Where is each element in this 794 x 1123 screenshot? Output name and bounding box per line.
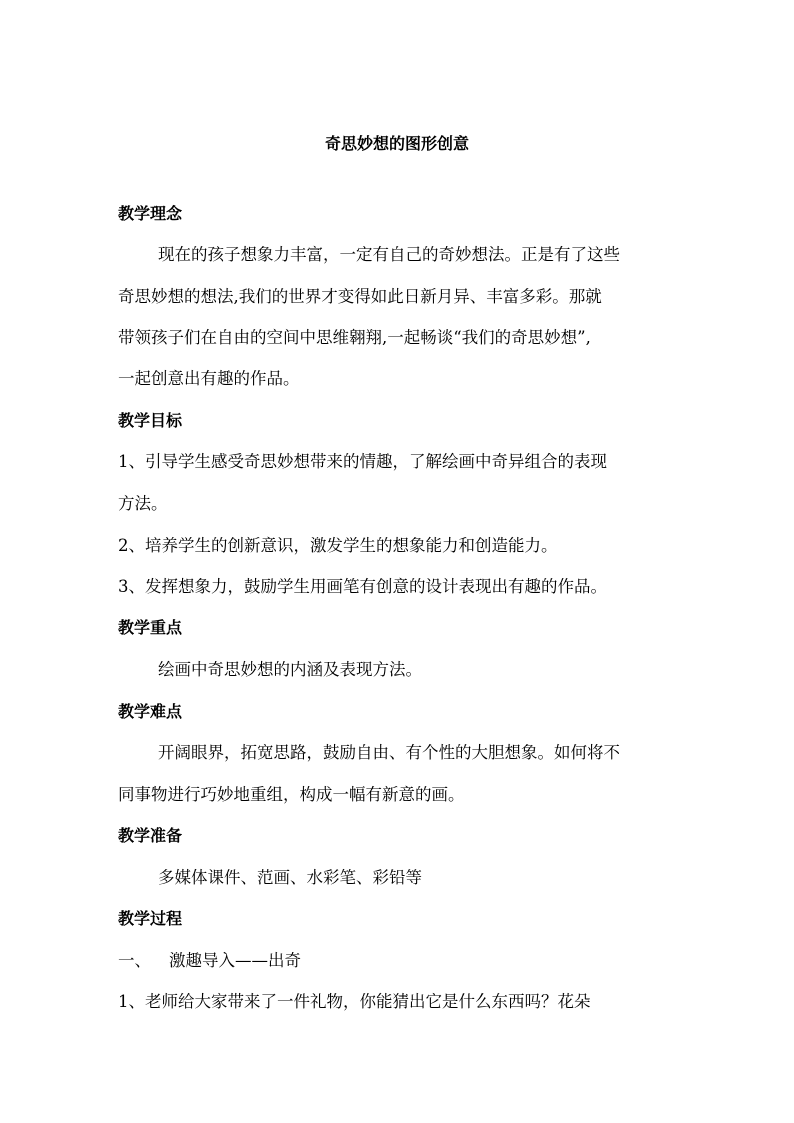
section-heading-difficulties: 教学难点 [118, 702, 183, 721]
process-step-number: 一、 [118, 951, 151, 970]
section-heading-goals: 教学目标 [118, 411, 183, 430]
paragraph-line: 绘画中奇思妙想的内涵及表现方法。 [158, 660, 422, 679]
section-heading-key-points: 教学重点 [118, 618, 183, 637]
process-step-heading [118, 949, 301, 973]
paragraph-line: 一起创意出有趣的作品。 [118, 369, 300, 388]
paragraph-line: 现在的孩子想象力丰富，一定有自己的奇妙想法。正是有了这些 [158, 245, 620, 264]
list-item: 2、培养学生的创新意识，激发学生的想象能力和创造能力。 [118, 536, 558, 555]
list-item: 1、老师给大家带来了一件礼物，你能猜出它是什么东西吗？花朵 [118, 992, 591, 1011]
list-item-continuation: 方法。 [118, 494, 168, 513]
paragraph-line: 同事物进行巧妙地重组，构成一幅有新意的画。 [118, 785, 465, 804]
section-heading-philosophy: 教学理念 [118, 204, 183, 223]
paragraph-line: 多媒体课件、范画、水彩笔、彩铅等 [158, 868, 422, 887]
list-item: 3、发挥想象力，鼓励学生用画笔有创意的设计表现出有趣的作品。 [118, 577, 607, 596]
process-step-title: 激趣导入——出奇 [169, 951, 301, 970]
section-heading-process: 教学过程 [118, 909, 183, 928]
paragraph-line: 带领孩子们在自由的空间中思维翱翔,一起畅谈“我们的奇思妙想”, [118, 328, 591, 347]
paragraph-line: 奇思妙想的想法,我们的世界才变得如此日新月异、丰富多彩。那就 [118, 287, 602, 306]
paragraph-line: 开阔眼界，拓宽思路，鼓励自由、有个性的大胆想象。如何将不 [158, 743, 620, 762]
list-item: 1、引导学生感受奇思妙想带来的情趣，了解绘画中奇异组合的表现 [118, 452, 607, 471]
document-title: 奇思妙想的图形创意 [324, 134, 469, 153]
section-heading-preparation: 教学准备 [118, 826, 183, 845]
